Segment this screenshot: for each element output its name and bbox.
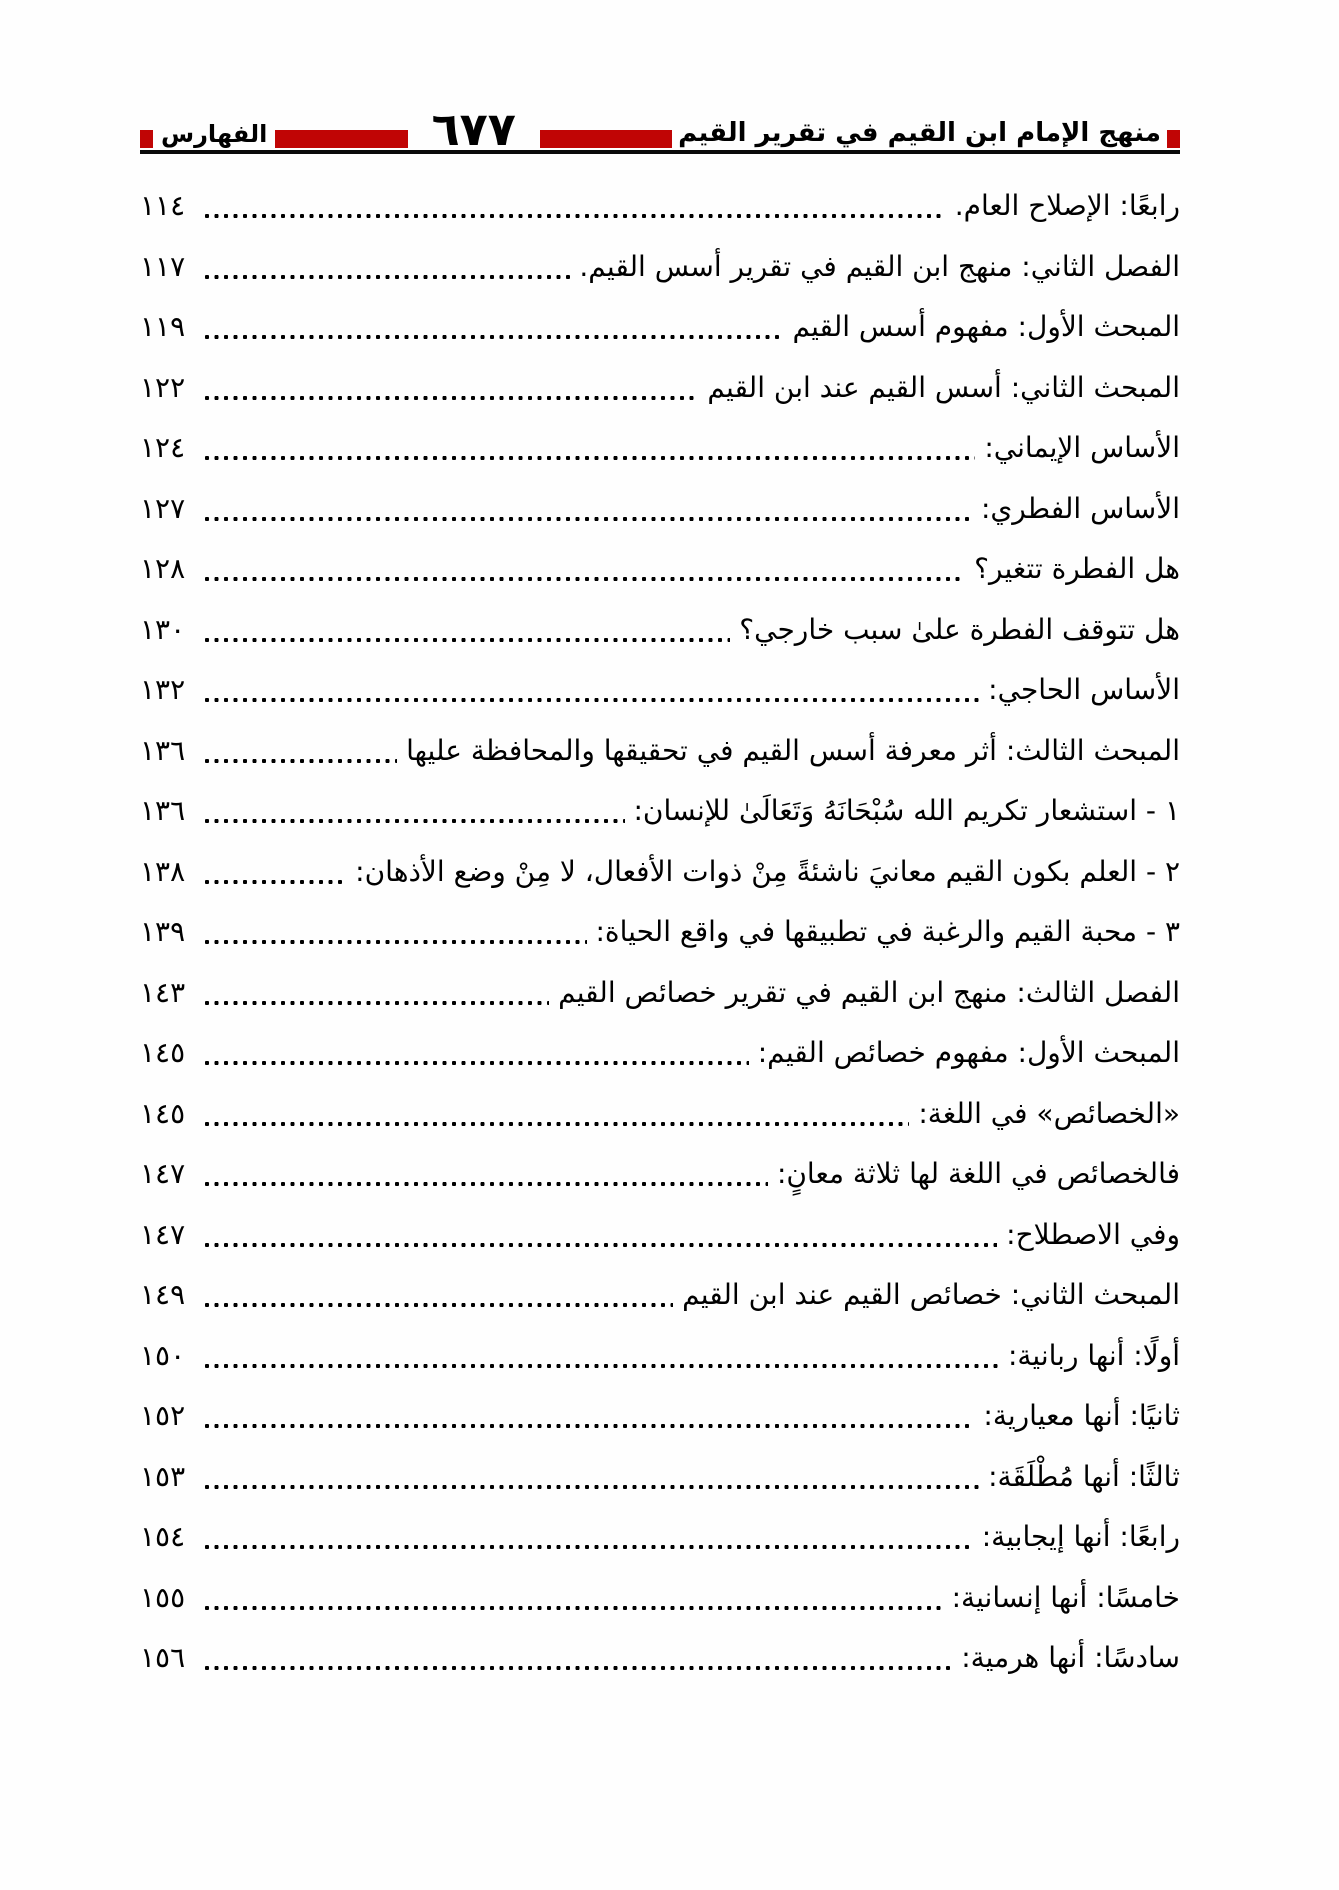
toc-entry-page: ١٣٩ xyxy=(140,915,186,949)
toc-row xyxy=(140,479,1180,540)
toc-entry-title: المبحث الأول: مفهوم أسس القيم xyxy=(792,310,1180,344)
toc-entry-page: ١٥٢ xyxy=(140,1399,186,1433)
toc-entry-title: المبحث الثالث: أثر معرفة أسس القيم في تحقيقها والمحافظة عليها xyxy=(406,733,1180,767)
dot-leader xyxy=(203,758,397,764)
toc-entry-title: المبحث الثاني: خصائص القيم عند ابن القيم xyxy=(682,1278,1180,1312)
toc-entry-page: ١٤٧ xyxy=(140,1217,186,1251)
toc-row xyxy=(140,1568,1180,1629)
page-number: ٦٧٧ xyxy=(431,102,516,156)
toc-entry-title: ثانيًا: أنها معيارية: xyxy=(983,1399,1180,1433)
toc-row xyxy=(140,1628,1180,1689)
dot-leader xyxy=(203,1242,997,1248)
toc-entry-title: ثالثًا: أنها مُطْلَقَة: xyxy=(988,1459,1180,1493)
toc-row xyxy=(140,781,1180,842)
toc-entry-title: هل الفطرة تتغير؟ xyxy=(974,552,1180,586)
toc-row xyxy=(140,1205,1180,1266)
toc-row xyxy=(140,1386,1180,1447)
toc-entry-title: المبحث الأول: مفهوم خصائص القيم: xyxy=(757,1036,1180,1070)
dot-leader xyxy=(203,1363,999,1369)
toc-entry-title: «الخصائص» في اللغة: xyxy=(918,1096,1180,1130)
toc-entry-page: ١٣٦ xyxy=(140,733,186,767)
toc-entry-title: الأساس الإيماني: xyxy=(984,431,1180,465)
toc-entry-title: ١ - استشعار تكريم الله سُبْحَانَهُ وَتَعَالَىٰ للإنسان: xyxy=(633,794,1180,828)
dot-leader xyxy=(203,879,346,885)
toc-entry-title: سادسًا: أنها هرمية: xyxy=(961,1641,1180,1675)
dot-leader xyxy=(203,334,783,340)
toc-row xyxy=(140,963,1180,1024)
toc-row xyxy=(140,902,1180,963)
toc-entry-page: ١٢٢ xyxy=(140,370,186,404)
toc-entry-page: ١٤٥ xyxy=(140,1096,186,1130)
header-rule-left xyxy=(275,130,407,148)
dot-leader xyxy=(203,1484,979,1490)
dot-leader xyxy=(203,939,587,945)
dot-leader xyxy=(203,213,946,219)
toc-entry-title: ٣ - محبة القيم والرغبة في تطبيقها في واقع الحياة: xyxy=(595,915,1180,949)
toc-row xyxy=(140,660,1180,721)
dot-leader xyxy=(203,818,625,824)
toc-entry-page: ١٣٢ xyxy=(140,673,186,707)
toc-row xyxy=(140,1326,1180,1387)
dot-leader xyxy=(203,274,570,280)
dot-leader xyxy=(203,1181,768,1187)
toc-entry-title: ٢ - العلم بكون القيم معانيَ ناشئةً مِنْ ذوات الأفعال، لا مِنْ وضع الأذهان: xyxy=(355,854,1180,888)
dot-leader xyxy=(203,1544,973,1550)
toc-entry-title: هل تتوقف الفطرة علىٰ سبب خارجي؟ xyxy=(739,612,1180,646)
book-title: منهج الإمام ابن القيم في تقرير القيم xyxy=(678,118,1161,148)
toc-entry-title: أولًا: أنها ربانية: xyxy=(1007,1338,1180,1372)
toc-row xyxy=(140,1023,1180,1084)
header-accent-tick-left xyxy=(140,130,153,148)
toc-entry-page: ١٤٩ xyxy=(140,1278,186,1312)
dot-leader xyxy=(203,1121,909,1127)
toc-entry-title: خامسًا: أنها إنسانية: xyxy=(951,1580,1180,1614)
toc-entry-page: ١٣٦ xyxy=(140,794,186,828)
dot-leader xyxy=(203,516,972,522)
dot-leader xyxy=(203,1605,943,1611)
toc-entry-page: ١٥٥ xyxy=(140,1580,186,1614)
toc-entry-title: الأساس الفطري: xyxy=(980,491,1180,525)
toc-entry-page: ١٢٨ xyxy=(140,552,186,586)
toc-row xyxy=(140,539,1180,600)
toc-entry-page: ١٤٥ xyxy=(140,1036,186,1070)
toc-row xyxy=(140,1265,1180,1326)
header-rule-right xyxy=(540,130,672,148)
toc-row xyxy=(140,842,1180,903)
toc-entry-page: ١٣٨ xyxy=(140,854,186,888)
toc-row xyxy=(140,418,1180,479)
page-content xyxy=(140,96,1180,1689)
dot-leader xyxy=(203,395,698,401)
toc-row xyxy=(140,600,1180,661)
toc-row xyxy=(140,1507,1180,1568)
toc-entry-page: ١١٩ xyxy=(140,310,186,344)
page-header xyxy=(140,96,1180,154)
dot-leader xyxy=(203,455,975,461)
toc-entry-title: الفصل الثالث: منهج ابن القيم في تقرير خصائص القيم xyxy=(558,975,1180,1009)
dot-leader xyxy=(203,1060,749,1066)
toc-entry-page: ١٤٣ xyxy=(140,975,186,1009)
toc-entry-page: ١٤٧ xyxy=(140,1157,186,1191)
toc-row xyxy=(140,297,1180,358)
toc-entry-page: ١١٤ xyxy=(140,189,186,223)
dot-leader xyxy=(203,697,979,703)
toc-row xyxy=(140,1084,1180,1145)
toc-row xyxy=(140,1447,1180,1508)
toc-entry-page: ١٣٠ xyxy=(140,612,186,646)
toc-row xyxy=(140,237,1180,298)
section-label: الفهارس xyxy=(161,120,268,148)
dot-leader xyxy=(203,1423,974,1429)
toc-row xyxy=(140,358,1180,419)
toc-entry-page: ١٢٧ xyxy=(140,491,186,525)
dot-leader xyxy=(203,637,730,643)
dot-leader xyxy=(203,1302,673,1308)
toc-entry-title: الأساس الحاجي: xyxy=(988,673,1180,707)
toc-row xyxy=(140,1144,1180,1205)
toc-row xyxy=(140,176,1180,237)
toc-entry-title: المبحث الثاني: أسس القيم عند ابن القيم xyxy=(707,370,1180,404)
toc-entry-page: ١٥٤ xyxy=(140,1520,186,1554)
toc-entry-page: ١٥٦ xyxy=(140,1641,186,1675)
toc-entry-title: فالخصائص في اللغة لها ثلاثة معانٍ: xyxy=(776,1157,1180,1191)
toc-entry-title: وفي الاصطلاح: xyxy=(1006,1217,1180,1251)
toc-entry-title: رابعًا: الإصلاح العام. xyxy=(954,189,1180,223)
toc-entry-page: ١١٧ xyxy=(140,249,186,283)
header-accent-tick-right xyxy=(1167,130,1180,148)
toc-entry-page: ١٥٠ xyxy=(140,1338,186,1372)
toc-entry-title: الفصل الثاني: منهج ابن القيم في تقرير أسس القيم. xyxy=(579,249,1180,283)
toc-row xyxy=(140,721,1180,782)
toc-entry-page: ١٢٤ xyxy=(140,431,186,465)
table-of-contents xyxy=(140,154,1180,1689)
dot-leader xyxy=(203,576,965,582)
dot-leader xyxy=(203,1000,549,1006)
toc-entry-title: رابعًا: أنها إيجابية: xyxy=(981,1520,1180,1554)
dot-leader xyxy=(203,1665,952,1671)
toc-entry-page: ١٥٣ xyxy=(140,1459,186,1493)
